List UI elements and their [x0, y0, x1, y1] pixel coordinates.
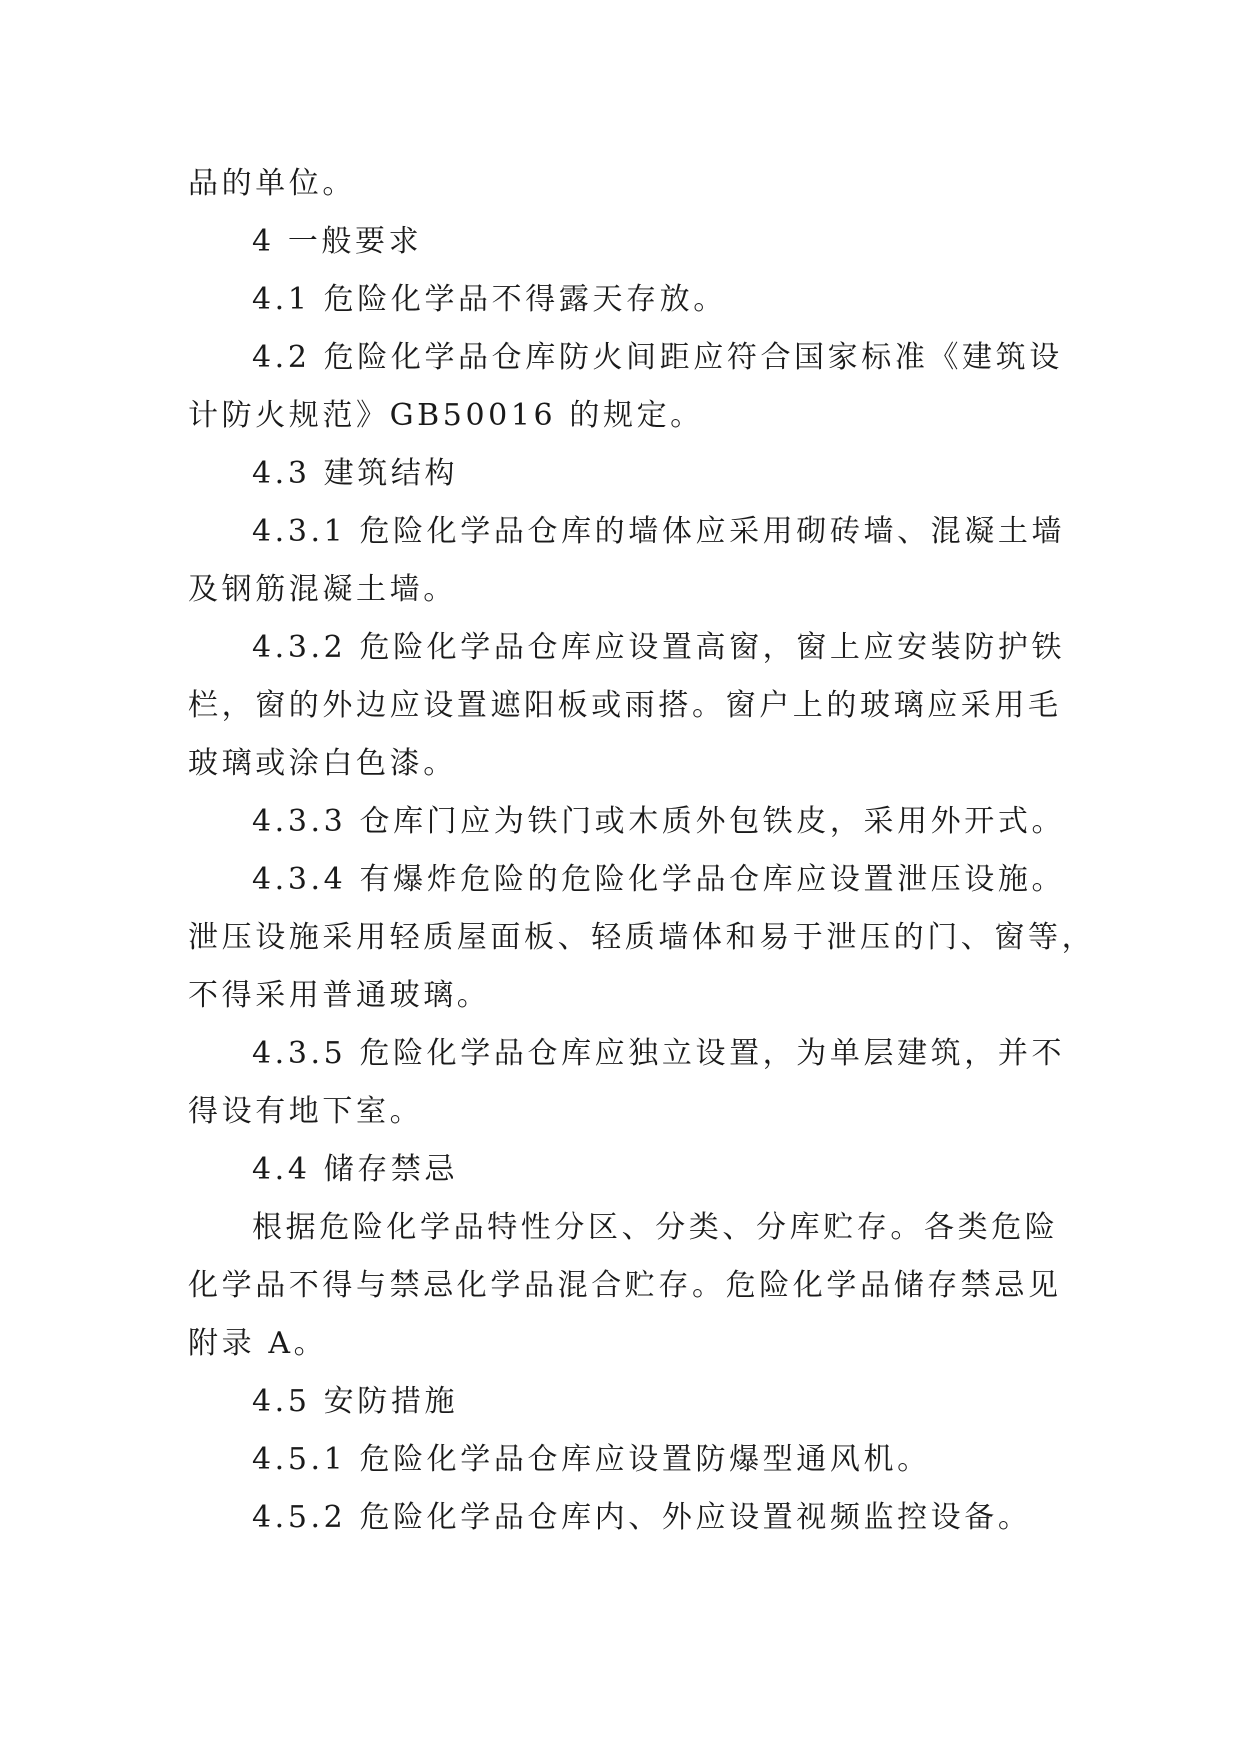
section-heading-4-3: 4.3 建筑结构	[252, 456, 459, 491]
clause-4-3-2-line-3: 玻璃或涂白色漆。	[188, 746, 457, 781]
clause-4-3-4-line-1: 4.3.4 有爆炸危险的危险化学品仓库应设置泄压设施。	[252, 862, 1066, 897]
section-heading-4: 4 一般要求	[252, 224, 423, 259]
clause-4-3-5-line-1: 4.3.5 危险化学品仓库应独立设置，为单层建筑，并不	[252, 1036, 1066, 1071]
clause-4-3-4-line-2: 泄压设施采用轻质屋面板、轻质墙体和易于泄压的门、窗等，	[188, 920, 1096, 955]
paragraph-continuation-line: 品的单位。	[188, 166, 356, 201]
clause-4-3-2-line-2: 栏，窗的外边应设置遮阳板或雨搭。窗户上的玻璃应采用毛	[188, 688, 1062, 723]
clause-4-3-4-line-3: 不得采用普通玻璃。	[188, 978, 491, 1013]
clause-4-2-line-1: 4.2 危险化学品仓库防火间距应符合国家标准《建筑设	[252, 340, 1063, 375]
clause-4-5-1: 4.5.1 危险化学品仓库应设置防爆型通风机。	[252, 1442, 931, 1477]
document-body	[188, 155, 1096, 1547]
clause-4-4-body-line-3: 附录 A。	[188, 1326, 328, 1361]
clause-4-5-2: 4.5.2 危险化学品仓库内、外应设置视频监控设备。	[252, 1500, 1032, 1535]
clause-4-1: 4.1 危险化学品不得露天存放。	[252, 282, 727, 317]
section-heading-4-5: 4.5 安防措施	[252, 1384, 459, 1419]
clause-4-3-1-line-1: 4.3.1 危险化学品仓库的墙体应采用砌砖墙、混凝土墙	[252, 514, 1066, 549]
clause-4-3-2-line-1: 4.3.2 危险化学品仓库应设置高窗，窗上应安装防护铁	[252, 630, 1066, 665]
clause-4-3-5-line-2: 得设有地下室。	[188, 1094, 424, 1129]
clause-4-3-1-line-2: 及钢筋混凝土墙。	[188, 572, 457, 607]
section-heading-4-4: 4.4 储存禁忌	[252, 1152, 459, 1187]
clause-4-4-body-line-1: 根据危险化学品特性分区、分类、分库贮存。各类危险	[252, 1210, 1059, 1245]
clause-4-4-body-line-2: 化学品不得与禁忌化学品混合贮存。危险化学品储存禁忌见	[188, 1268, 1062, 1303]
clause-4-3-3: 4.3.3 仓库门应为铁门或木质外包铁皮，采用外开式。	[252, 804, 1066, 839]
clause-4-2-line-2: 计防火规范》GB50016 的规定。	[188, 398, 704, 433]
